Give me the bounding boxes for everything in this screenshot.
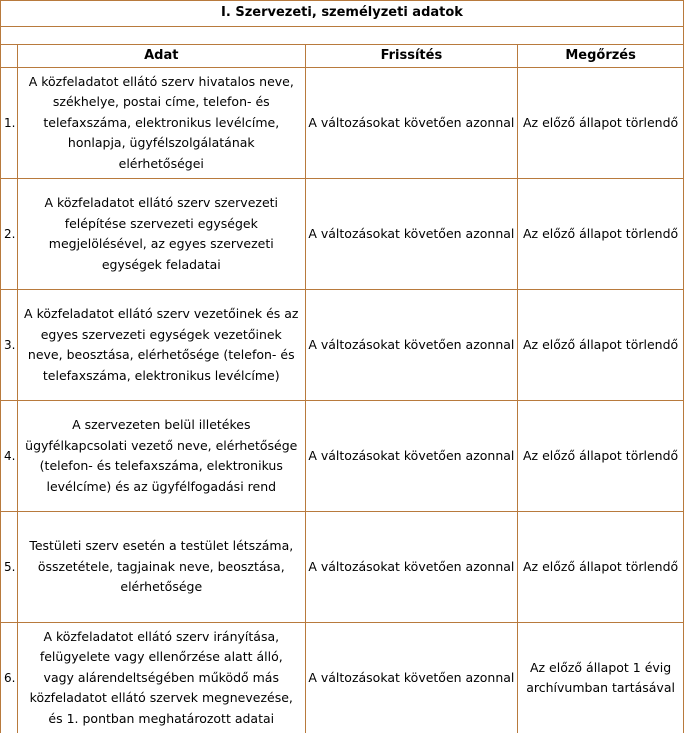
adat-cell[interactable]: A közfeladatot ellátó szerv hivatalos neve, székhelye, postai címe, telefon- és telefaxszáma, elektronikus levélcíme, honlapja, ügyfélszolgálatának elérhetőségei bbox=[17, 68, 305, 179]
empty-cell[interactable] bbox=[1, 27, 684, 45]
megorzes-cell[interactable]: Az előző állapot törlendő bbox=[518, 179, 684, 290]
header-megorzes[interactable]: Megőrzés bbox=[518, 45, 684, 68]
adat-cell[interactable]: A közfeladatot ellátó szerv szervezeti felépítése szervezeti egységek megjelölésével, az egyes szervezeti egységek feladatai bbox=[17, 179, 305, 290]
section-title-row bbox=[1, 1, 684, 27]
row-number[interactable]: 3. bbox=[1, 290, 18, 401]
adat-cell[interactable]: A szervezeten belül illetékes ügyfélkapcsolati vezető neve, elérhetősége (telefon- és telefaxszáma, elektronikus levélcíme) és az ügyfélfogadási rend bbox=[17, 401, 305, 512]
row-number[interactable]: 4. bbox=[1, 401, 18, 512]
adat-cell[interactable]: Testületi szerv esetén a testület létszáma, összetétele, tagjainak neve, beosztása, elérhetősége bbox=[17, 512, 305, 623]
megorzes-cell[interactable]: Az előző állapot törlendő bbox=[518, 512, 684, 623]
header-row bbox=[1, 45, 684, 68]
spacer-row bbox=[1, 27, 684, 45]
megorzes-cell[interactable]: Az előző állapot törlendő bbox=[518, 68, 684, 179]
row-number[interactable]: 1. bbox=[1, 68, 18, 179]
row-number[interactable]: 2. bbox=[1, 179, 18, 290]
frissites-cell[interactable]: A változásokat követően azonnal bbox=[305, 179, 518, 290]
megorzes-cell[interactable]: Az előző állapot törlendő bbox=[518, 290, 684, 401]
table-row bbox=[1, 68, 684, 179]
frissites-cell[interactable]: A változásokat követően azonnal bbox=[305, 290, 518, 401]
megorzes-cell[interactable]: Az előző állapot 1 évig archívumban tartásával bbox=[518, 623, 684, 734]
section-title[interactable]: I. Szervezeti, személyzeti adatok bbox=[1, 1, 684, 27]
frissites-cell[interactable]: A változásokat követően azonnal bbox=[305, 623, 518, 734]
header-number-cell[interactable] bbox=[1, 45, 18, 68]
megorzes-cell[interactable]: Az előző állapot törlendő bbox=[518, 401, 684, 512]
row-number[interactable]: 5. bbox=[1, 512, 18, 623]
adat-cell[interactable]: A közfeladatot ellátó szerv vezetőinek és az egyes szervezeti egységek vezetőinek neve, beosztása, elérhetősége (telefon- és telefaxszáma, elektronikus levélcíme) bbox=[17, 290, 305, 401]
frissites-cell[interactable]: A változásokat követően azonnal bbox=[305, 512, 518, 623]
header-frissites[interactable]: Frissítés bbox=[305, 45, 518, 68]
frissites-cell[interactable]: A változásokat követően azonnal bbox=[305, 401, 518, 512]
adat-cell[interactable]: A közfeladatot ellátó szerv irányítása, felügyelete vagy ellenőrzése alatt álló, vagy alárendeltségében működő más közfeladatot ellátó szervek megnevezése, és 1. pontban meghatározott adatai bbox=[17, 623, 305, 734]
frissites-cell[interactable]: A változásokat követően azonnal bbox=[305, 68, 518, 179]
table-row bbox=[1, 512, 684, 623]
table-row bbox=[1, 623, 684, 734]
row-number[interactable]: 6. bbox=[1, 623, 18, 734]
table-row bbox=[1, 401, 684, 512]
table-row bbox=[1, 290, 684, 401]
header-adat[interactable]: Adat bbox=[17, 45, 305, 68]
table-row bbox=[1, 179, 684, 290]
